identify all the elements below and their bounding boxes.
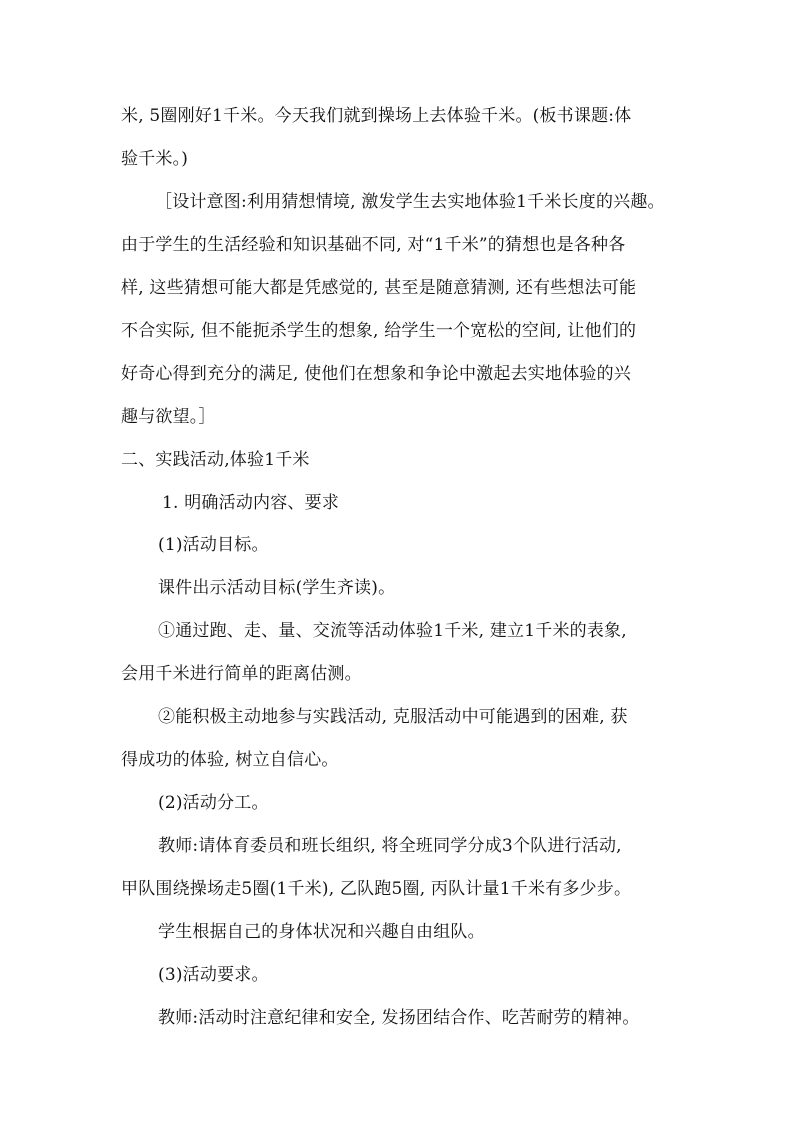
text-line: 课件出示活动目标(学生齐读)。 <box>158 578 396 598</box>
item-heading: (1)活动目标。 <box>158 535 269 555</box>
section-heading: 二、实践活动,体验1千米 <box>121 450 310 470</box>
text-line: ①通过跑、走、量、交流等活动体验1千米, 建立1千米的表象, <box>158 621 627 641</box>
item-heading: (2)活动分工。 <box>158 793 269 813</box>
text-line: 教师:请体育委员和班长组织, 将全班同学分成3个队进行活动, <box>158 836 622 856</box>
text-line: 米, 5圈刚好1千米。今天我们就到操场上去体验千米。(板书课题:体 <box>121 106 632 126</box>
text-line: 学生根据自己的身体状况和兴趣自由组队。 <box>158 922 485 942</box>
text-line: 教师:活动时注意纪律和安全, 发扬团结合作、吃苦耐劳的精神。 <box>158 1008 640 1028</box>
text-line: ②能积极主动地参与实践活动, 克服活动中可能遇到的困难, 获 <box>158 707 628 727</box>
text-line: 验千米。) <box>121 149 189 169</box>
text-line: 甲队围绕操场走5圈(1千米), 乙队跑5圈, 丙队计量1千米有多少步。 <box>121 879 632 899</box>
text-line: 会用千米进行简单的距离估测。 <box>121 664 362 684</box>
subsection-heading: 1. 明确活动内容、要求 <box>162 493 340 513</box>
text-line: 好奇心得到充分的满足, 使他们在想象和争论中激起去实地体验的兴 <box>121 364 632 384</box>
text-line: 趣与欲望。］ <box>121 407 216 427</box>
text-line: 得成功的体验, 树立自信心。 <box>121 750 339 770</box>
text-line: 不合实际, 但不能扼杀学生的想象, 给学生一个宽松的空间, 让他们的 <box>121 321 637 341</box>
text-line: ［设计意图:利用猜想情境, 激发学生去实地体验1千米长度的兴趣。 <box>155 192 665 212</box>
item-heading: (3)活动要求。 <box>158 965 269 985</box>
text-line: 样, 这些猜想可能大都是凭感觉的, 甚至是随意猜测, 还有些想法可能 <box>121 278 637 298</box>
text-line: 由于学生的生活经验和知识基础不同, 对“1千米”的猜想也是各种各 <box>121 235 626 255</box>
